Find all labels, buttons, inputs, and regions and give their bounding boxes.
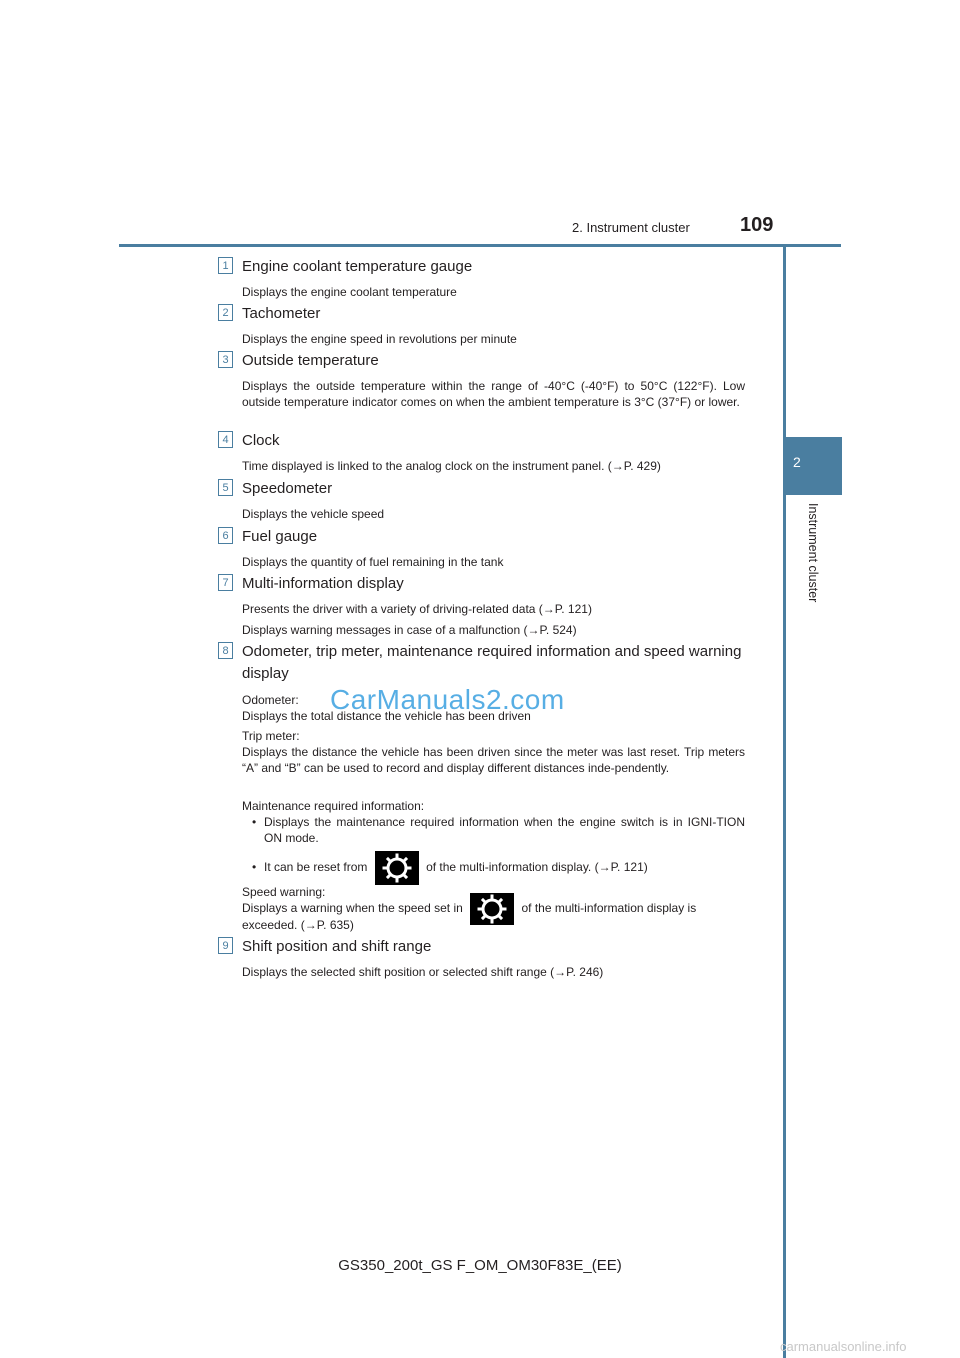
speed-warning-pre: Displays a warning when the speed set in (242, 901, 463, 915)
item-number-badge: 4 (218, 431, 233, 448)
chapter-label: Instrument cluster (806, 503, 820, 603)
item-title: Fuel gauge (242, 528, 318, 545)
item-title: Outside temperature (242, 352, 379, 369)
item-title: Tachometer (242, 305, 321, 322)
item-description: Displays the selected shift position or selected shift range (→P. 246) (242, 965, 604, 979)
item-title: Engine coolant temperature gauge (242, 258, 473, 275)
maintenance-label: Maintenance required information: (242, 799, 425, 813)
footer-site-watermark: carmanualsonline.info (780, 1339, 907, 1354)
item-number-badge: 6 (218, 527, 233, 544)
item-description: Displays the outside temperature within the range of -40°C (-40°F) to 50°C (122°F). Low outside temperature indicator comes on when the ambient temperature is 3°C (37°F) or lower. (242, 379, 745, 409)
chapter-tab (783, 437, 842, 495)
speed-warning-line-2: exceeded. (→P. 635) (242, 918, 354, 932)
header-rule (119, 244, 841, 247)
bullet-marker: • (252, 860, 257, 874)
item-description: Time displayed is linked to the analog clock on the instrument panel. (→P. 429) (242, 459, 661, 473)
item-title: Speedometer (242, 480, 333, 497)
maintenance-bullet-1-text: Displays the maintenance required information when the engine switch is in IGNI-TION ON mode. (264, 815, 745, 845)
header-section-title: 2. Instrument cluster (572, 220, 690, 235)
item-description: Presents the driver with a variety of driving-related data (→P. 121) (242, 602, 592, 616)
watermark: CarManuals2.com (330, 684, 565, 715)
item-number-badge: 7 (218, 574, 233, 591)
item-number-badge: 5 (218, 479, 233, 496)
chapter-side-label (802, 503, 822, 623)
bullet-marker: • (252, 815, 257, 829)
trip-meter-description: Displays the distance the vehicle has been driven since the meter was last reset. Trip meters “A” and “B” can be used to record and display different distances inde-pendently. (242, 745, 745, 775)
trip-meter-label: Trip meter: (242, 729, 300, 743)
speed-warning-label: Speed warning: (242, 885, 326, 899)
page-number: 109 (740, 214, 774, 236)
item-description: Displays the engine coolant temperature (242, 285, 457, 299)
maintenance-bullet-2-pre: It can be reset from (264, 860, 368, 874)
item-title: Multi-information display (242, 575, 404, 592)
maintenance-bullet-1 (252, 814, 745, 846)
chapter-number: 2 (793, 454, 801, 470)
gear-icon[interactable] (375, 851, 419, 885)
item-number-badge: 8 (218, 642, 233, 659)
item-title: Clock (242, 432, 280, 449)
item-description: Displays the vehicle speed (242, 507, 385, 521)
item-number-badge: 3 (218, 351, 233, 368)
side-rule (783, 244, 786, 1358)
item-description-2: Displays warning messages in case of a malfunction (→P. 524) (242, 623, 577, 637)
item-number-badge: 2 (218, 304, 233, 321)
maintenance-bullet-2 (252, 850, 745, 884)
speed-warning-post: of the multi-information display is (521, 901, 697, 915)
item-number-badge: 1 (218, 257, 233, 274)
footer-document-code: GS350_200t_GS F_OM_OM30F83E_(EE) (338, 1257, 622, 1274)
item-description: Displays the engine speed in revolutions per minute (242, 332, 517, 346)
item-description: Displays the quantity of fuel remaining in the tank (242, 555, 504, 569)
item-number-badge: 9 (218, 937, 233, 954)
item-title: Odometer, trip meter, maintenance required information and speed warning display (242, 643, 742, 682)
item-title: Shift position and shift range (242, 938, 432, 955)
maintenance-bullet-2-post: of the multi-information display. (→P. 121) (426, 860, 648, 874)
odometer-description: Displays the total distance the vehicle has been driven (242, 709, 531, 723)
odometer-label: Odometer: (242, 693, 299, 707)
gear-icon-graphic (375, 851, 419, 885)
